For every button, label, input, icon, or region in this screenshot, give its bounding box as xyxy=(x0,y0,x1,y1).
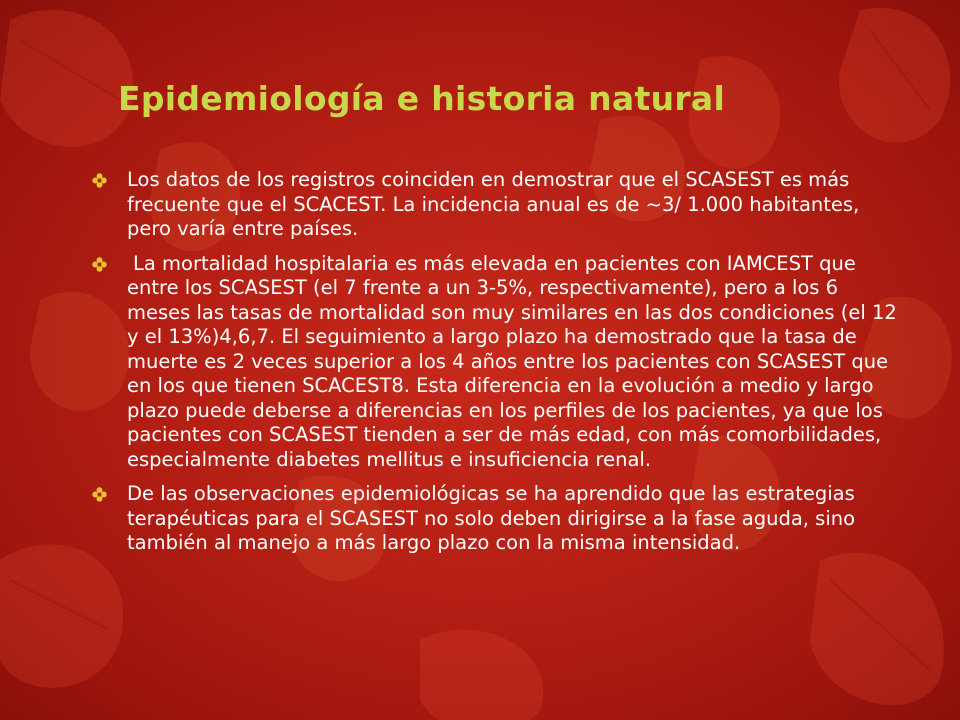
bullet-item xyxy=(92,482,902,556)
bullet-item xyxy=(92,252,902,473)
flower-bullet-icon xyxy=(92,487,107,502)
bullet-item xyxy=(92,168,902,242)
bullet-text: De las observaciones epidemiológicas se ha aprendido que las estrategias terapéuticas para el SCASEST no solo deben dirigirse a la fase aguda, sino también al manejo a más largo plazo con la misma intensidad. xyxy=(127,482,856,554)
flower-bullet-icon xyxy=(92,173,107,188)
bullet-text: Los datos de los registros coinciden en demostrar que el SCASEST es más frecuente que el SCACEST. La incidencia anual es de ~3/ 1.000 habitantes, pero varía entre países. xyxy=(127,168,860,240)
bullet-text: La mortalidad hospitalaria es más elevada en pacientes con IAMCEST que entre los SCASEST (el 7 frente a un 3-5%, respectivamente), pero a los 6 meses las tasas de mortalidad son muy similares en las dos condiciones (el 12 y el 13%)4,6,7. El seguimiento a largo plazo ha demostrado que la tasa de muerte es 2 veces superior a los 4 años entre los pacientes con SCASEST que en los que tienen SCACEST8. Esta diferencia en la evolución a medio y largo plazo puede deberse a diferencias en los perfiles de los pacientes, ya que los pacientes con SCASEST tienden a ser de más edad, con más comorbilidades, especialmente diabetes mellitus e insuficiencia renal. xyxy=(127,251,897,471)
bullet-list xyxy=(92,168,902,556)
flower-bullet-icon xyxy=(92,257,107,272)
slide-title: Epidemiología e historia natural xyxy=(118,79,726,118)
